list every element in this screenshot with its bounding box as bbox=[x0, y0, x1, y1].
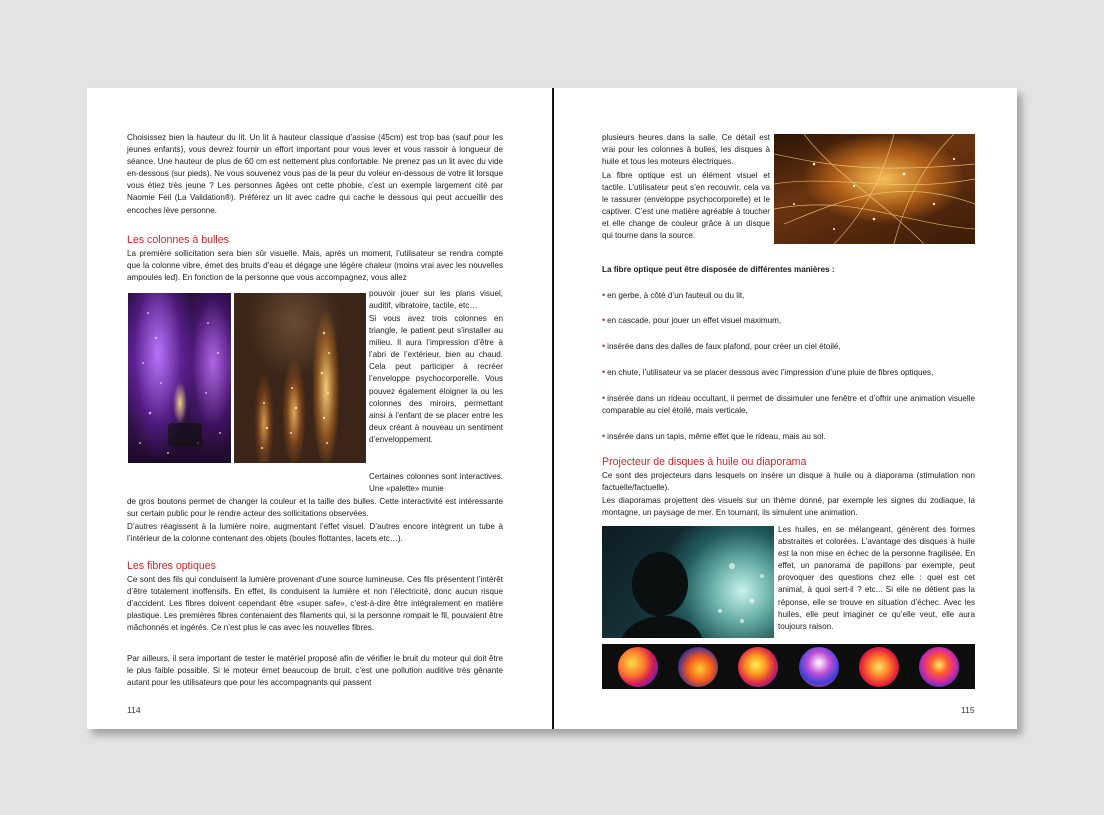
bubble-columns-paragraph-side-1: pouvoir jouer sur les plans visuel, auditif, vibratoire, tactile, etc… bbox=[369, 289, 503, 311]
oil-discs-strip bbox=[602, 644, 975, 689]
left-page bbox=[87, 88, 552, 729]
fiber-strands bbox=[774, 134, 975, 244]
optical-fibers-paragraph-1: Ce sont des fils qui conduisent la lumière provenant d’une source lumineuse. Ces fils présentent l’intérêt d’être totalement inoffensifs. En effet, ils conduisent la lumière et non l’électricité, donc aucun risque d’accident. Les fibres doivent cependant être «super safe», c’est-à-dire être intégralement en matière plastique. Les premières fibres contenaient des filaments qui, si la personne rompait le fil, pouvaient être mâchonnés et ingérés. Ce n’est plus le cas avec les nouvelles fibres. bbox=[127, 575, 503, 633]
bullet-item: • en cascade, pour jouer un effet visuel maximum, bbox=[602, 315, 782, 325]
bubble-sparkles bbox=[128, 293, 231, 463]
intro-paragraph: Choisissez bien la hauteur du lit. Un lit à hauteur classique d’assise (45cm) est trop bas (sauf pour les jeunes enfants), vous devrez fournir un effort important pour vous lever et vous rassoir à longueur de séance. Une hauteur de plus de 60 cm est nettement plus confortable. Ne prenez pas un lit avec du vide en-dessous (sur pieds). Ne vous souvenez vous pas de la peur du voleur en-dessous de votre lit lorsque vous étiez très jeune ? Les personnes âgées ont cette phobie, c’est un exemple largement cité par Naomie Feil (La Validation®). Préférez un lit avec cadre qui cache le dessous qui peut accueillir des encoches lève personne. bbox=[127, 133, 503, 215]
oil-disc bbox=[618, 647, 658, 687]
section-heading-bubble-columns: Les colonnes à bulles bbox=[127, 234, 229, 246]
bubble-columns-paragraph-bottom-2: D’autres réagissent à la lumière noire, augmentant l’effet visuel. D’autres encore intègrent un tube à l’intérieur de la colonne contenant des objets (boules flottantes, lacets etc…). bbox=[127, 522, 503, 544]
bubble-columns-paragraph-bottom-1: de gros boutons permet de changer la couleur et la taille des bulles. Cette interactivité est intéressante sur certain public pour le rendre acteur des sollicitations observées. bbox=[127, 497, 503, 519]
bubble-columns-paragraph-top: La première sollicitation sera bien sûr visuelle. Mais, après un moment, l’utilisateur se rendra compte que la colonne vibre, émet des bruits d’eau et dégage une légère chaleur (moins vrai avec les nouvelles ampoules led). En fonction de la personne que vous accompagnez, vous allez bbox=[127, 249, 503, 283]
fiber-arrangements-intro: La fibre optique peut être disposée de différentes manières : bbox=[602, 265, 835, 274]
projector-paragraph-3: Les huiles, en se mélangeant, génèrent des formes abstraites et colorées. L’avantage des disques à huile est la non mise en échec de la personne fragilisée. En effet, un panorama de papillons par exemple, peut provoquer des questions chez elle : quel est cet animal, à quoi sert-il ? etc... Si elle ne détient pas la réponse, elle se trouve en situation d’échec. Avec les huiles, elle peut imaginer ce qu’elle veut, elle aura toujours raison. bbox=[778, 525, 975, 631]
bullet-dot: • bbox=[602, 315, 606, 325]
projector-paragraph-2: Les diaporamas projettent des visuels sur un thème donné, par exemple les signes du zodiaque, la montagne, un paysage de mer. En tournant, ils simulent une animation. bbox=[602, 496, 975, 518]
bullet-item: • en chute, l’utilisateur va se placer dessous avec l’impression d’une pluie de fibres optiques, bbox=[602, 367, 934, 377]
bubble-columns-photo-purple bbox=[128, 293, 231, 463]
child-silhouette bbox=[602, 526, 774, 638]
bubble-columns-paragraph-side-3: Certaines colonnes sont interactives. Une «palette» munie bbox=[369, 472, 503, 494]
oil-projection-photo bbox=[602, 526, 774, 638]
oil-disc bbox=[678, 647, 718, 687]
oil-disc bbox=[919, 647, 959, 687]
section-heading-oil-disc-projector: Projecteur de disques à huile ou diaporama bbox=[602, 456, 807, 468]
oil-disc bbox=[799, 647, 839, 687]
bullet-item: • insérée dans un rideau occultant, il permet de dissimuler une fenêtre et d’offrir une animation visuelle comparable au ciel étoilé, mais verticale, bbox=[602, 393, 975, 416]
right-paragraph-top-2: La fibre optique est un élément visuel et tactile. L’utilisateur peut s’en recouvrir, cela va le rassurer (enveloppe psychocorporelle) et le captiver. C’est une matière agréable à toucher et elle change de couleur grâce à un disque qui tourne dans la source. bbox=[602, 171, 770, 241]
section-heading-optical-fibers: Les fibres optiques bbox=[127, 560, 216, 572]
bullet-dot: • bbox=[602, 290, 606, 300]
bullet-item: • insérée dans des dalles de faux plafond, pour créer un ciel étoilé, bbox=[602, 341, 841, 351]
bubble-columns-photo-amber bbox=[234, 293, 366, 463]
optical-fiber-photo bbox=[774, 134, 975, 244]
oil-disc bbox=[859, 647, 899, 687]
projector-paragraph-1: Ce sont des projecteurs dans lesquels on insère un disque à huile ou à diaporama (stimulation non factuelle/factuelle). bbox=[602, 471, 975, 493]
bullet-dot: • bbox=[602, 341, 606, 351]
bubble-columns-paragraph-side-2: Si vous avez trois colonnes en triangle, le patient peut s’installer au milieu. Il aura l’impression d’être à l’abri de l’extérieur, bien au chaud. Cela peut participer à recréer l’enveloppe psychocorporelle. Vous pouvez également éloigner la ou les colonnes des miroirs, permettant ainsi à l’enfant de se placer entre les deux créant à nouveau un sentiment d’enveloppement. bbox=[369, 314, 503, 444]
bullet-dot: • bbox=[602, 393, 606, 403]
right-page bbox=[554, 88, 1017, 729]
right-paragraph-top-1: plusieurs heures dans la salle. Ce détail est vrai pour les colonnes à bulles, les disques à huile et tous les moteurs électriques. bbox=[602, 133, 770, 167]
oil-disc bbox=[738, 647, 778, 687]
bullet-item: • insérée dans un tapis, même effet que le rideau, mais au sol. bbox=[602, 431, 826, 441]
column-bubbles bbox=[234, 293, 366, 463]
bullet-item: • en gerbe, à côté d’un fauteuil ou du lit, bbox=[602, 290, 745, 300]
book-spread bbox=[87, 88, 1017, 729]
optical-fibers-paragraph-2: Par ailleurs, il sera important de tester le matériel proposé afin de vérifier le bruit du moteur qui doit être le plus faible possible. Si le moteur émet beaucoup de bruit, c’est une pollution auditive très gênante autant pour les utilisateurs que pour les accompagnants qui passent bbox=[127, 654, 503, 688]
bullet-dot: • bbox=[602, 431, 606, 441]
bullet-dot: • bbox=[602, 367, 606, 377]
page-number-left: 114 bbox=[127, 705, 141, 715]
page-number-right: 115 bbox=[961, 705, 975, 715]
